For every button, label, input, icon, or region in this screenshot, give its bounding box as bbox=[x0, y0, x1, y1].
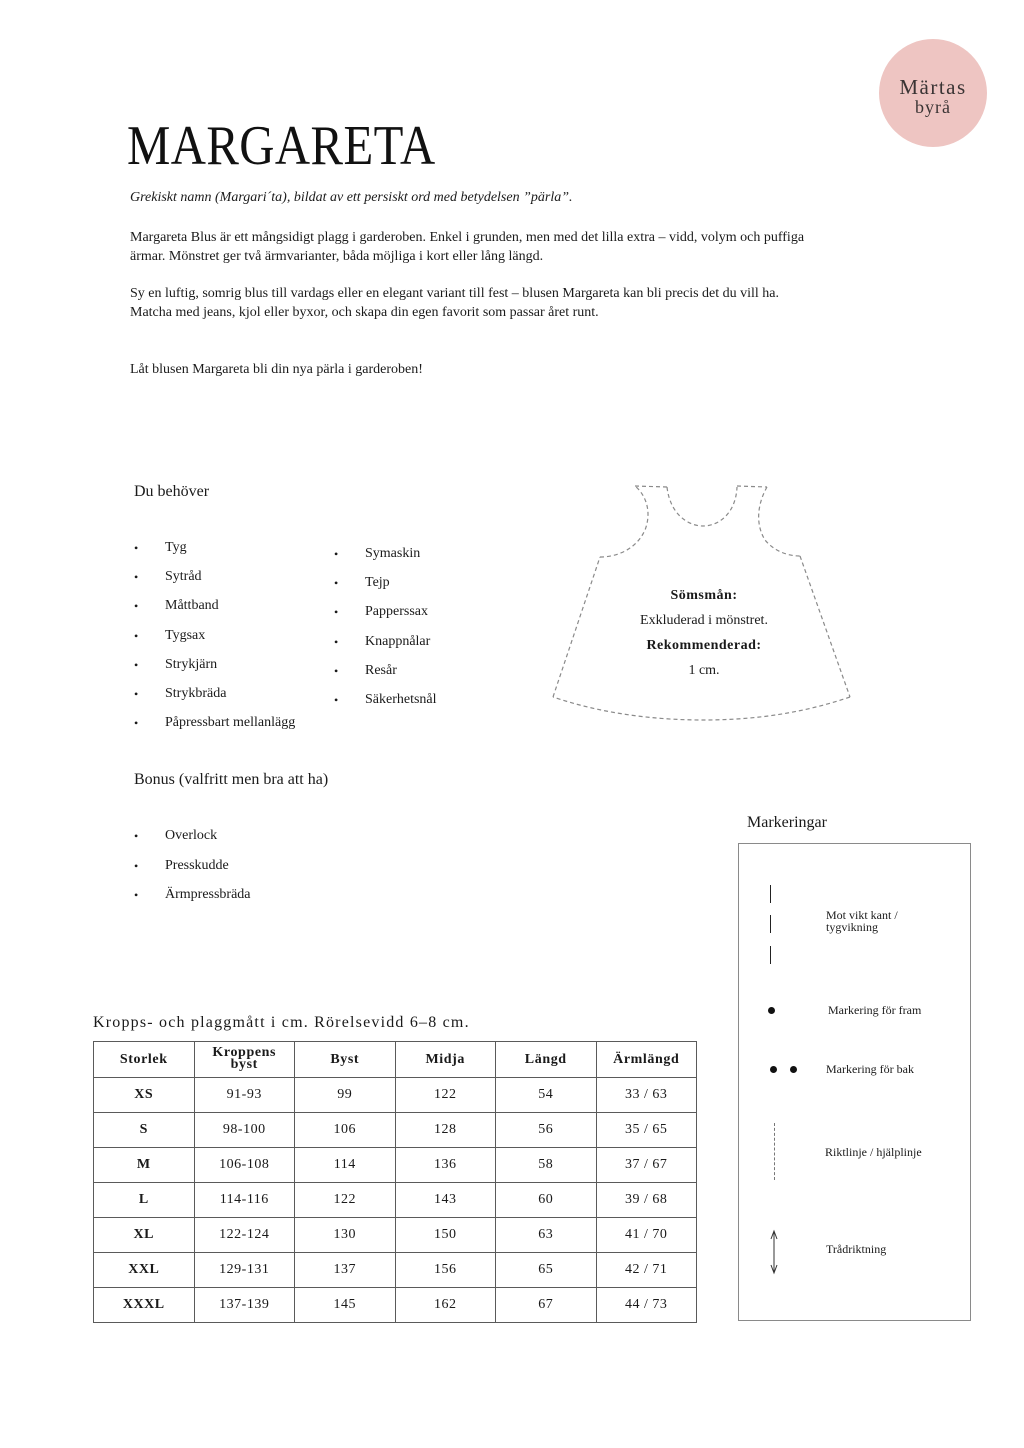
size-table-header-cell bbox=[194, 1042, 295, 1078]
right-side-seam bbox=[800, 556, 850, 697]
size-table-header-cell bbox=[295, 1042, 396, 1078]
size-table-row bbox=[94, 1078, 697, 1113]
size-table-header-label: Längd bbox=[524, 1051, 567, 1067]
needs-item: • Påpressbart mellanlägg bbox=[134, 713, 295, 742]
measurement-cell: 99 bbox=[295, 1078, 396, 1113]
measurement-cell: 63 bbox=[496, 1218, 597, 1253]
measurement-cell: 41 / 70 bbox=[596, 1218, 697, 1253]
size-table-header-label: Byst bbox=[330, 1051, 360, 1067]
measurement-cell: 162 bbox=[395, 1288, 496, 1323]
needs-item: • Tygsax bbox=[134, 626, 295, 655]
intro-paragraph-2-line-2: Matcha med jeans, kjol eller byxor, och skapa din egen favorit som passar året runt. bbox=[130, 305, 599, 320]
size-label-cell: XXL bbox=[94, 1253, 195, 1288]
measurement-cell: 150 bbox=[395, 1218, 496, 1253]
intro-paragraph-2 bbox=[130, 284, 779, 322]
neckline bbox=[667, 487, 737, 526]
measurement-cell: 98-100 bbox=[194, 1113, 295, 1148]
measurement-cell: 129-131 bbox=[194, 1253, 295, 1288]
left-shoulder-strap bbox=[635, 486, 667, 487]
size-label-cell: M bbox=[94, 1148, 195, 1183]
bonus-item: • Presskudde bbox=[134, 856, 251, 886]
measurement-cell: 106 bbox=[295, 1113, 396, 1148]
fold-line-icon bbox=[770, 946, 771, 964]
size-table-row bbox=[94, 1113, 697, 1148]
back-marking-dot-icon bbox=[790, 1066, 797, 1073]
front-marking-label: Markering för fram bbox=[828, 1003, 922, 1017]
back-marking-dot-icon bbox=[770, 1066, 777, 1073]
needs-item: • Strykjärn bbox=[134, 655, 295, 684]
needs-item: • Symaskin bbox=[334, 544, 437, 573]
intro-paragraph-2-line-1: Sy en luftig, somrig blus till vardags eller en elegant variant till fest – blusen Margareta kan bli precis det du vill ha. bbox=[130, 286, 780, 301]
needs-item: • Knappnålar bbox=[334, 632, 437, 661]
size-table-header-label: Midja bbox=[425, 1051, 466, 1067]
needs-item: • Strykbräda bbox=[134, 684, 295, 713]
bonus-item: • Ärmpressbräda bbox=[134, 885, 251, 915]
fold-line-icon bbox=[770, 885, 771, 903]
back-marking-label: Markering för bak bbox=[826, 1062, 914, 1076]
measurement-cell: 54 bbox=[496, 1078, 597, 1113]
closing-line: Låt blusen Margareta bli din nya pärla i garderoben! bbox=[130, 362, 423, 377]
fold-line-icon bbox=[770, 915, 771, 933]
measurement-cell: 67 bbox=[496, 1288, 597, 1323]
measurement-cell: 39 / 68 bbox=[596, 1183, 697, 1218]
bonus-list bbox=[134, 826, 251, 915]
size-table-row bbox=[94, 1218, 697, 1253]
size-table-body bbox=[94, 1078, 697, 1323]
size-table bbox=[93, 1041, 697, 1323]
guide-line-label: Riktlinje / hjälplinje bbox=[825, 1145, 922, 1159]
measurement-cell: 130 bbox=[295, 1218, 396, 1253]
name-origin: Grekiskt namn (Margari´ta), bildat av ett persiskt ord med betydelsen ”pärla”. bbox=[130, 190, 573, 205]
measurement-cell: 58 bbox=[496, 1148, 597, 1183]
logo-text-line-2: byrå bbox=[915, 97, 951, 117]
measurement-cell: 44 / 73 bbox=[596, 1288, 697, 1323]
measurement-cell: 122 bbox=[395, 1078, 496, 1113]
left-armhole bbox=[600, 486, 648, 557]
size-table-header-cell bbox=[94, 1042, 195, 1078]
needs-list-column-1 bbox=[134, 538, 295, 742]
size-table-row bbox=[94, 1288, 697, 1323]
recommended-label: Rekommenderad: bbox=[646, 638, 762, 653]
measurement-cell: 137 bbox=[295, 1253, 396, 1288]
intro-paragraph-1 bbox=[130, 228, 804, 266]
measurement-cell: 60 bbox=[496, 1183, 597, 1218]
size-label-cell: S bbox=[94, 1113, 195, 1148]
measurement-cell: 56 bbox=[496, 1113, 597, 1148]
measurement-cell: 33 / 63 bbox=[596, 1078, 697, 1113]
measurement-cell: 35 / 65 bbox=[596, 1113, 697, 1148]
brand-logo bbox=[879, 39, 987, 147]
needs-item: • Måttband bbox=[134, 596, 295, 625]
size-table-caption: Kropps- och plaggmått i cm. Rörelsevidd 6–8 cm. bbox=[93, 1014, 470, 1031]
intro-paragraph-1-line-2: ärmar. Mönstret ger två ärmvarianter, båda möjliga i kort eller lång längd. bbox=[130, 249, 544, 264]
measurement-cell: 122 bbox=[295, 1183, 396, 1218]
size-table-row bbox=[94, 1183, 697, 1218]
size-label-cell: XL bbox=[94, 1218, 195, 1253]
logo-text-line-1: Märtas bbox=[899, 75, 967, 99]
size-label-cell: XS bbox=[94, 1078, 195, 1113]
needs-item: • Tejp bbox=[334, 573, 437, 602]
page-title: MARGARETA bbox=[127, 115, 436, 177]
fold-label-line-2: tygvikning bbox=[826, 920, 879, 934]
needs-list-column-2 bbox=[334, 544, 437, 719]
measurement-cell: 65 bbox=[496, 1253, 597, 1288]
measurement-cell: 136 bbox=[395, 1148, 496, 1183]
size-table-header-label: Ärmlängd bbox=[613, 1051, 680, 1067]
measurement-cell: 42 / 71 bbox=[596, 1253, 697, 1288]
fold-label bbox=[826, 909, 898, 933]
measurement-cell: 143 bbox=[395, 1183, 496, 1218]
recommended-value: 1 cm. bbox=[688, 663, 720, 678]
needs-item: • Sytråd bbox=[134, 567, 295, 596]
needs-item: • Säkerhetsnål bbox=[334, 690, 437, 719]
measurement-cell: 137-139 bbox=[194, 1288, 295, 1323]
size-table-row bbox=[94, 1148, 697, 1183]
size-table-head bbox=[94, 1042, 697, 1078]
measurement-cell: 37 / 67 bbox=[596, 1148, 697, 1183]
bonus-item: • Overlock bbox=[134, 826, 251, 856]
measurement-cell: 114-116 bbox=[194, 1183, 295, 1218]
measurement-cell: 128 bbox=[395, 1113, 496, 1148]
size-table-header-label: Kroppens byst bbox=[212, 1044, 277, 1072]
right-armhole bbox=[759, 487, 800, 556]
size-table-row bbox=[94, 1253, 697, 1288]
size-table-header-cell bbox=[596, 1042, 697, 1078]
intro-paragraph-1-line-1: Margareta Blus är ett mångsidigt plagg i garderoben. Enkel i grunden, men med det lilla extra – vidd, volym och puffiga bbox=[130, 230, 805, 245]
needs-heading: Du behöver bbox=[134, 483, 210, 500]
measurement-cell: 122-124 bbox=[194, 1218, 295, 1253]
fold-label-line-1: Mot vikt kant / bbox=[826, 908, 898, 922]
needs-item: • Resår bbox=[334, 661, 437, 690]
measurement-cell: 156 bbox=[395, 1253, 496, 1288]
size-table-header-label: Storlek bbox=[119, 1051, 168, 1067]
needs-item: • Tyg bbox=[134, 538, 295, 567]
size-table-header-row bbox=[94, 1042, 697, 1078]
grainline-arrow-icon bbox=[766, 1228, 782, 1276]
seam-allowance-value: Exkluderad i mönstret. bbox=[640, 613, 768, 628]
measurement-cell: 91-93 bbox=[194, 1078, 295, 1113]
markings-heading: Markeringar bbox=[747, 814, 827, 831]
grainline-label: Trådriktning bbox=[826, 1242, 887, 1256]
size-label-cell: XXXL bbox=[94, 1288, 195, 1323]
left-side-seam bbox=[553, 557, 600, 697]
hem bbox=[553, 697, 850, 720]
guide-line-icon bbox=[774, 1123, 775, 1180]
size-table-header-cell bbox=[496, 1042, 597, 1078]
seam-allowance-note bbox=[604, 583, 804, 683]
size-table-header-cell bbox=[395, 1042, 496, 1078]
measurement-cell: 114 bbox=[295, 1148, 396, 1183]
needs-item: • Papperssax bbox=[334, 602, 437, 631]
bonus-heading: Bonus (valfritt men bra att ha) bbox=[134, 771, 329, 788]
measurement-cell: 106-108 bbox=[194, 1148, 295, 1183]
front-marking-dot-icon bbox=[768, 1007, 775, 1014]
seam-allowance-label: Sömsmån: bbox=[670, 588, 738, 603]
measurement-cell: 145 bbox=[295, 1288, 396, 1323]
size-label-cell: L bbox=[94, 1183, 195, 1218]
right-shoulder-strap bbox=[737, 486, 767, 487]
